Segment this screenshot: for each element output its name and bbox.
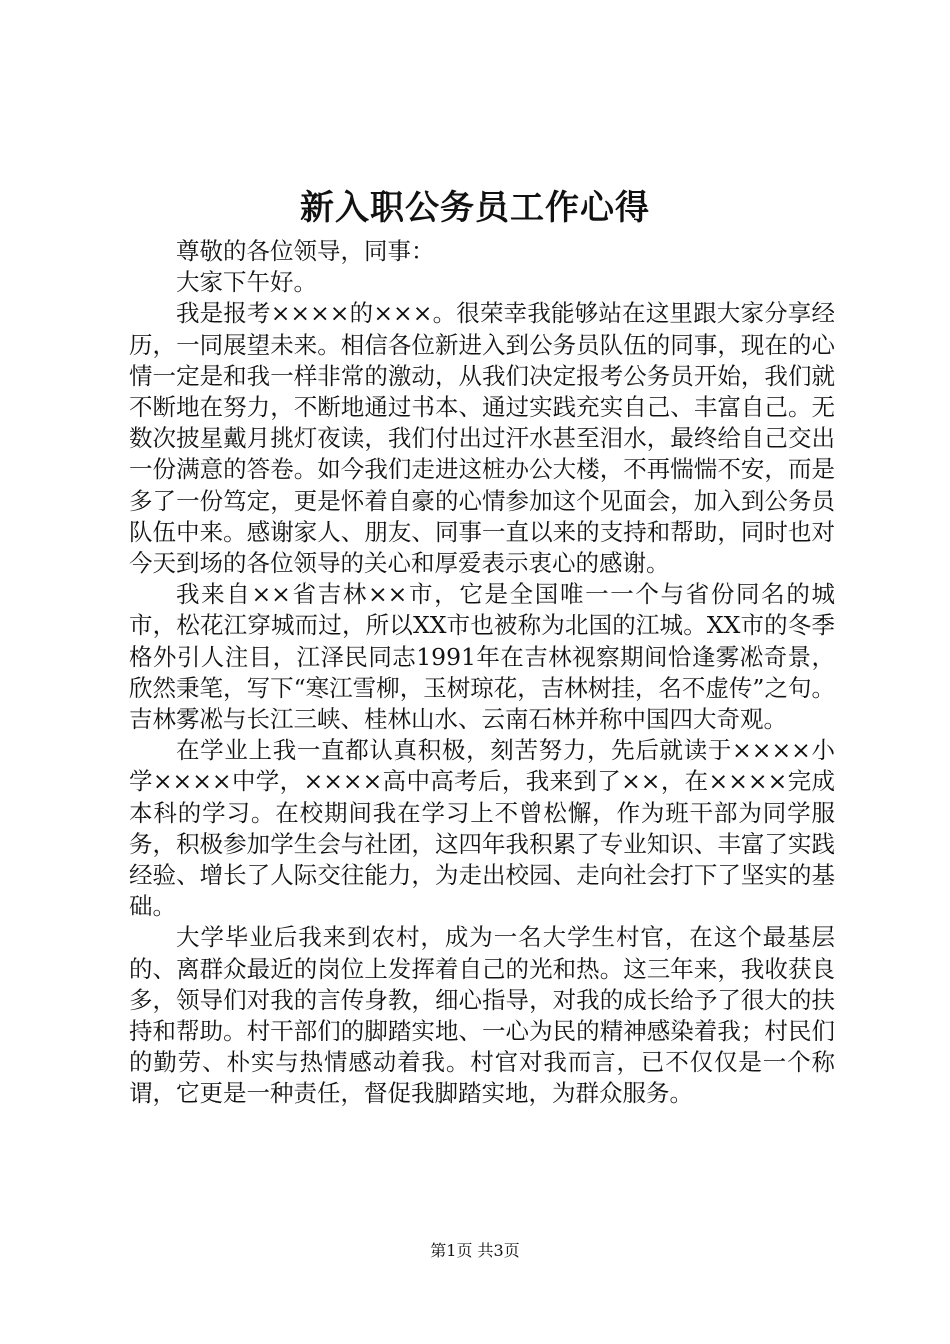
- document-title: 新入职公务员工作心得: [300, 188, 650, 228]
- paragraph-education: 在学业上我一直都认真积极，刻苦努力，先后就读于××××小学××××中学，××××高中高考后，我来到了××，在××××完成本科的学习。在校期间我在学习上不曾松懈，作为班干部为同学服务，积极参加学生会与社团，这四年我积累了专业知识、丰富了实践经验、增长了人际交往能力，为走出校园、走向社会打下了坚实的基础。: [129, 736, 835, 921]
- salutation: 尊敬的各位领导，同事：: [176, 237, 435, 265]
- paragraph-hometown: 我来自××省吉林××市，它是全国唯一一个与省份同名的城市，松花江穿城而过，所以XX市也被称为北国的江城。XX市的冬季格外引人注目，江泽民同志1991年在吉林视察期间恰逢雾凇奇景，欣然秉笔，写下“寒江雪柳，玉树琼花，吉林树挂，名不虚传”之句。吉林雾凇与长江三峡、桂林山水、云南石林并称中国四大奇观。: [129, 580, 835, 734]
- paragraph-introduction: 我是报考××××的×××。很荣幸我能够站在这里跟大家分享经历，一同展望未来。相信各位新进入到公务员队伍的同事，现在的心情一定是和我一样非常的激动，从我们决定报考公务员开始，我们就不断地在努力，不断地通过书本、通过实践充实自己、丰富自己。无数次披星戴月挑灯夜读，我们付出过汗水甚至泪水，最终给自己交出一份满意的答卷。如今我们走进这桩办公大楼，不再惴惴不安，而是多了一份笃定，更是怀着自豪的心情参加这个见面会，加入到公务员队伍中来。感谢家人、朋友、同事一直以来的支持和帮助，同时也对今天到场的各位领导的关心和厚爱表示衷心的感谢。: [129, 299, 835, 578]
- page-number-footer: 第1页 共3页: [430, 1241, 520, 1260]
- paragraph-village-official: 大学毕业后我来到农村，成为一名大学生村官，在这个最基层的、离群众最近的岗位上发挥着自己的光和热。这三年来，我收获良多，领导们对我的言传身教，细心指导，对我的成长给予了很大的扶持和帮助。村干部们的脚踏实地、一心为民的精神感染着我；村民们的勤劳、朴实与热情感动着我。村官对我而言，已不仅仅是一个称谓，它更是一种责任，督促我脚踏实地，为群众服务。: [129, 923, 835, 1108]
- greeting: 大家下午好。: [176, 268, 317, 297]
- document-body: [129, 236, 835, 1110]
